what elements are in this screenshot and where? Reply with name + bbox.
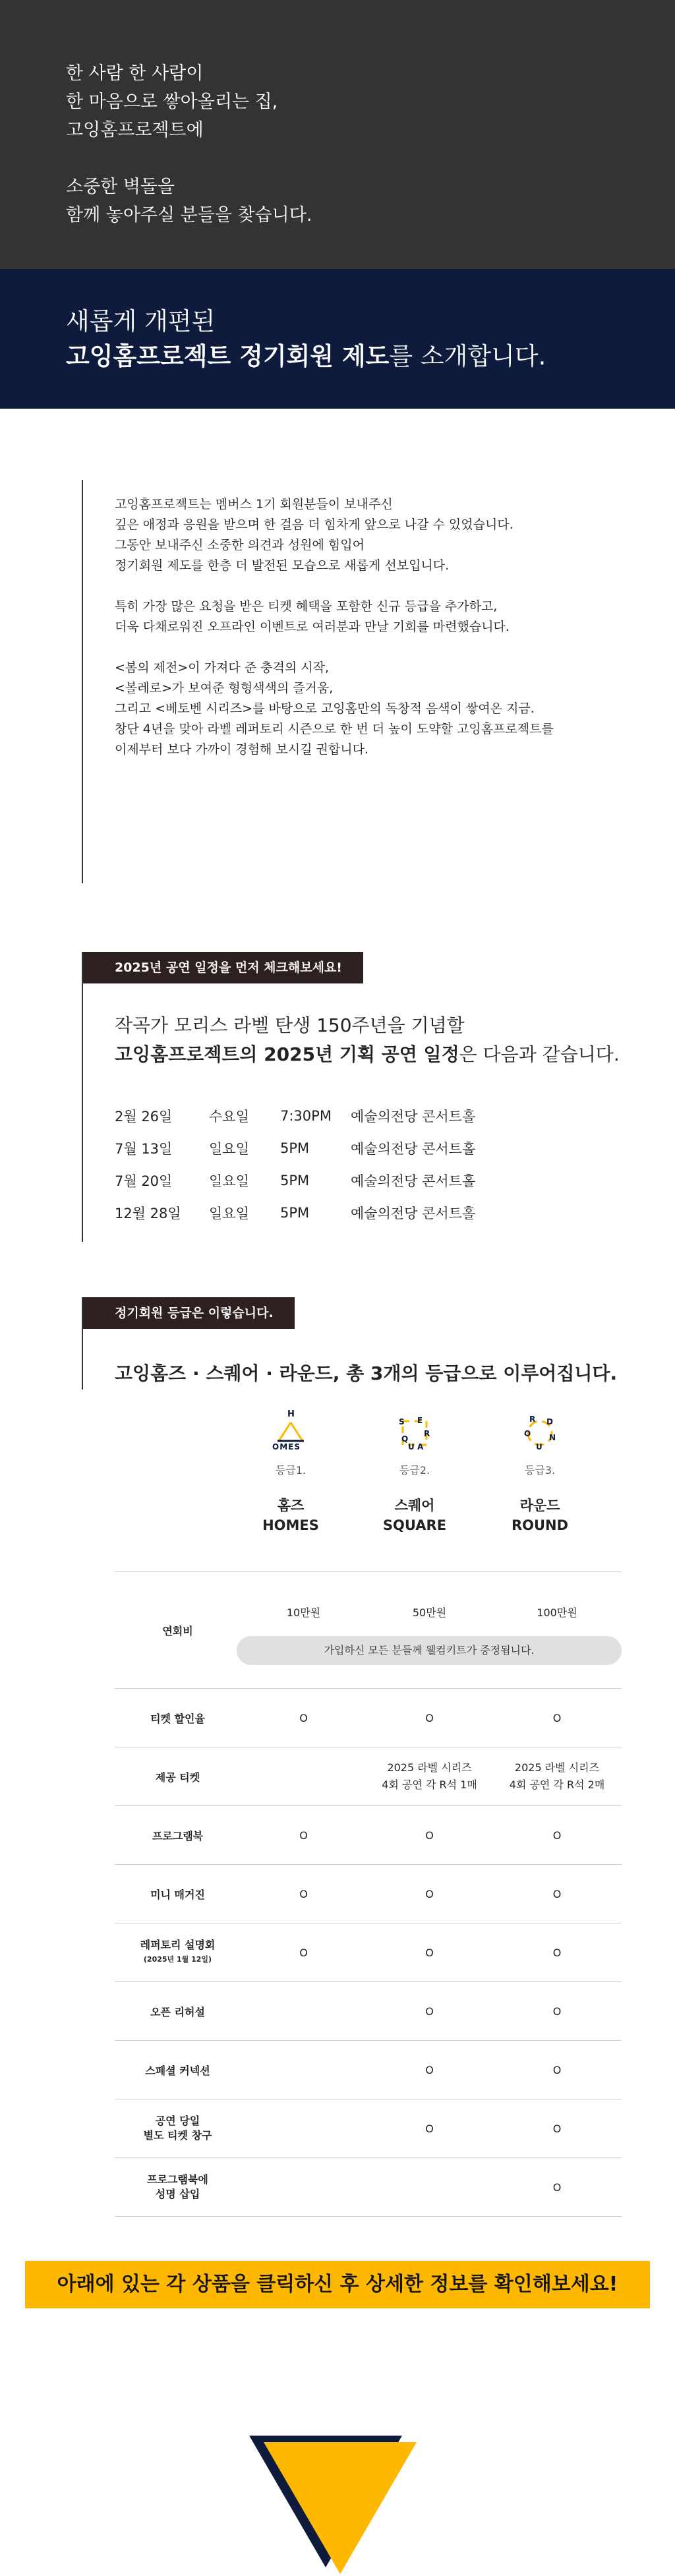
intro-section bbox=[82, 480, 675, 883]
schedule-row bbox=[115, 1099, 675, 1132]
hero-line: 함께 놓아주실 분들을 찾습니다. bbox=[66, 205, 312, 225]
intro-text: 더욱 다채로워진 오프라인 이벤트로 여러분과 만날 기회를 마련했습니다. bbox=[115, 620, 510, 634]
benefit-row bbox=[115, 2041, 622, 2099]
benefit-label: 미니 매거진 bbox=[150, 1888, 205, 1901]
tier-name-ko: 홈즈 bbox=[277, 1498, 305, 1513]
intro-text: 특히 가장 많은 요청을 받은 티켓 혜택을 포함한 신규 등급을 추가하고, bbox=[115, 599, 498, 614]
fee-value: 50만원 bbox=[412, 1606, 447, 1619]
round-logo-letter: O bbox=[524, 1429, 531, 1438]
benefit-row bbox=[115, 1806, 622, 1865]
intro-text: 이제부터 보다 가까이 경험해 보시길 권합니다. bbox=[115, 742, 368, 757]
homes-logo-letter: O bbox=[272, 1442, 280, 1451]
schedule-heading-2-rest: 은 다음과 같습니다. bbox=[459, 1043, 620, 1065]
benefit-value bbox=[241, 2158, 367, 2217]
band-line-2-rest: 를 소개합니다. bbox=[389, 342, 546, 370]
intro-text: 고잉홈프로젝트는 멤버스 1기 회원분들이 보내주신 bbox=[115, 497, 393, 512]
schedule-venue: 예술의전당 콘서트홀 bbox=[351, 1173, 476, 1189]
homes-logo-letter: M bbox=[279, 1442, 289, 1451]
band-line-2 bbox=[66, 338, 675, 375]
benefit-value: O bbox=[241, 1689, 367, 1747]
arrow-down-icon bbox=[249, 2436, 422, 2574]
schedule-time: 5PM bbox=[280, 1140, 310, 1156]
intro-text: 정기회원 제도를 한층 더 발전된 모습으로 새롭게 선보입니다. bbox=[115, 558, 450, 573]
intro-text: 그리고 <베토벤 시리즈>를 바탕으로 고잉홈만의 독창적 음색이 쌓여온 지금. bbox=[115, 701, 535, 716]
tier-homes bbox=[231, 1409, 350, 1535]
tier-name-en: SQUARE bbox=[382, 1517, 447, 1533]
benefit-label: 제공 티켓 bbox=[155, 1771, 200, 1784]
intro-text: 창단 4년을 맞아 라벨 레퍼토리 시즌으로 한 번 더 높이 도약할 고잉홈프로젝트를 bbox=[115, 722, 554, 736]
schedule-day: 일요일 bbox=[209, 1173, 249, 1189]
schedule-day: 수요일 bbox=[209, 1108, 249, 1125]
benefit-label-note: (2025년 1월 12일) bbox=[143, 1955, 212, 1964]
intro-text: <봄의 제전>이 가져다 준 충격의 시작, bbox=[115, 660, 330, 675]
benefit-value: O bbox=[492, 2158, 622, 2217]
schedule-row bbox=[115, 1164, 675, 1196]
benefit-value: O bbox=[367, 1923, 492, 1982]
benefit-row bbox=[115, 1982, 622, 2041]
fee-row bbox=[115, 1572, 622, 1689]
benefit-row bbox=[115, 1923, 622, 1982]
intro-text: 그동안 보내주신 소중한 의견과 성원에 힘입어 bbox=[115, 538, 365, 552]
benefit-label: 레퍼토리 설명회 bbox=[140, 1939, 216, 1951]
tier-name bbox=[231, 1496, 350, 1535]
benefit-row bbox=[115, 1747, 622, 1806]
benefit-label: 프로그램북에 bbox=[147, 2173, 208, 2186]
round-logo-letter: N bbox=[549, 1433, 556, 1442]
benefit-value bbox=[241, 2099, 367, 2158]
benefit-value: O bbox=[492, 1923, 622, 1982]
schedule-heading-2 bbox=[115, 1040, 675, 1069]
square-logo-letter: Q bbox=[401, 1434, 409, 1444]
schedule-section bbox=[82, 952, 675, 1229]
schedule-time: 7:30PM bbox=[280, 1107, 332, 1124]
grades-section bbox=[82, 1297, 675, 2217]
benefit-value: O bbox=[241, 1923, 367, 1982]
schedule-date: 7월 20일 bbox=[115, 1173, 173, 1189]
schedule-row bbox=[115, 1196, 675, 1229]
tier-name bbox=[481, 1496, 599, 1535]
cta-banner: 아래에 있는 각 상품을 클릭하신 후 상세한 정보를 확인해보세요! bbox=[25, 2261, 650, 2308]
schedule-day: 일요일 bbox=[209, 1205, 249, 1221]
intro-text: <볼레로>가 보여준 형형색색의 즐거움, bbox=[115, 681, 334, 695]
square-logo-letter: U bbox=[408, 1442, 415, 1451]
hero-line: 한 사람 한 사람이 bbox=[66, 63, 204, 84]
intro-band bbox=[0, 269, 675, 409]
round-logo-letter: R bbox=[529, 1415, 536, 1424]
schedule-vertical-rule bbox=[82, 952, 83, 1242]
benefit-row bbox=[115, 2158, 622, 2217]
square-logo-icon bbox=[395, 1413, 434, 1453]
tier-level: 등급2. bbox=[399, 1464, 430, 1477]
benefit-value: O bbox=[241, 1806, 367, 1865]
schedule-venue: 예술의전당 콘서트홀 bbox=[351, 1205, 476, 1221]
schedule-heading-1: 작곡가 모리스 라벨 탄생 150주년을 기념할 bbox=[115, 1014, 465, 1036]
schedule-venue: 예술의전당 콘서트홀 bbox=[351, 1108, 476, 1125]
benefit-label: 프로그램북 bbox=[152, 1829, 204, 1842]
benefit-label: 스페셜 커넥션 bbox=[145, 2064, 210, 2077]
schedule-venue: 예술의전당 콘서트홀 bbox=[351, 1140, 476, 1157]
benefit-row bbox=[115, 2099, 622, 2158]
benefit-value: O bbox=[367, 2041, 492, 2099]
benefit-row bbox=[115, 1865, 622, 1923]
benefit-value bbox=[241, 1982, 367, 2041]
grades-vertical-rule bbox=[82, 1297, 83, 1390]
intro-vertical-rule bbox=[82, 480, 83, 883]
tier-level: 등급3. bbox=[524, 1464, 556, 1477]
band-line-2-bold: 고잉홈프로젝트 정기회원 제도 bbox=[66, 342, 390, 370]
schedule-date: 7월 13일 bbox=[115, 1140, 173, 1157]
tier-round bbox=[481, 1413, 599, 1535]
benefit-value: 2025 라벨 시리즈 4회 공연 각 R석 1매 bbox=[367, 1747, 492, 1806]
benefit-label: 성명 삽입 bbox=[155, 2188, 200, 2200]
intro-text: 깊은 애정과 응원을 받으며 한 걸음 더 힘차게 앞으로 나갈 수 있었습니다. bbox=[115, 517, 514, 532]
homes-logo-icon bbox=[271, 1409, 310, 1453]
benefit-value: O bbox=[492, 1865, 622, 1923]
square-logo-letter: E bbox=[417, 1416, 423, 1425]
benefit-label: 공연 당일 bbox=[155, 2115, 200, 2127]
square-logo-letter: R bbox=[424, 1429, 430, 1438]
homes-logo-letter: E bbox=[288, 1442, 295, 1451]
benefit-value: O bbox=[367, 1982, 492, 2041]
benefit-value: O bbox=[241, 1865, 367, 1923]
tier-name bbox=[355, 1496, 474, 1535]
benefit-value: O bbox=[492, 2041, 622, 2099]
fee-value: 10만원 bbox=[286, 1606, 321, 1619]
band-line-1: 새롭게 개편된 bbox=[66, 307, 216, 336]
schedule-day: 일요일 bbox=[209, 1140, 249, 1157]
benefit-value: O bbox=[492, 2099, 622, 2158]
schedule-date: 12월 28일 bbox=[115, 1205, 181, 1221]
fee-value: 100만원 bbox=[537, 1606, 577, 1619]
benefit-value: O bbox=[492, 1982, 622, 2041]
tier-square bbox=[355, 1413, 474, 1535]
hero-section bbox=[0, 0, 675, 269]
benefits-table bbox=[115, 1571, 622, 2217]
fee-label: 연회비 bbox=[115, 1572, 241, 1689]
round-logo-letter: D bbox=[546, 1417, 553, 1426]
round-logo-icon bbox=[520, 1413, 560, 1453]
benefit-value: O bbox=[367, 1689, 492, 1747]
schedule-row bbox=[115, 1132, 675, 1164]
schedule-time: 5PM bbox=[280, 1172, 310, 1188]
hero-line: 고잉홈프로젝트에 bbox=[66, 120, 204, 140]
schedule-heading-2-bold: 고잉홈프로젝트의 2025년 기획 공연 일정 bbox=[115, 1043, 459, 1065]
tier-level: 등급1. bbox=[275, 1464, 307, 1477]
benefit-value: 2025 라벨 시리즈 4회 공연 각 R석 2매 bbox=[492, 1747, 622, 1806]
tier-name-en: HOMES bbox=[262, 1517, 319, 1533]
benefit-value: O bbox=[492, 1806, 622, 1865]
square-logo-letter: S bbox=[399, 1417, 405, 1426]
benefit-row bbox=[115, 1689, 622, 1747]
schedule-date: 2월 26일 bbox=[115, 1108, 173, 1125]
benefit-value bbox=[367, 2158, 492, 2217]
benefit-value: O bbox=[492, 1689, 622, 1747]
tier-header bbox=[82, 1409, 675, 1571]
hero-line: 소중한 벽돌을 bbox=[66, 177, 175, 197]
tier-name-en: ROUND bbox=[511, 1517, 569, 1533]
benefit-value: O bbox=[367, 1865, 492, 1923]
schedule-list bbox=[115, 1099, 675, 1229]
benefit-value bbox=[241, 1747, 367, 1806]
benefit-label: 오픈 리허설 bbox=[150, 2005, 205, 2018]
grades-heading: 고잉홈즈 · 스퀘어 · 라운드, 총 3개의 등급으로 이루어집니다. bbox=[115, 1362, 618, 1384]
benefit-label: 별도 티켓 창구 bbox=[143, 2129, 212, 2142]
hero-line: 한 마음으로 쌓아올리는 집, bbox=[66, 92, 278, 112]
tier-name-ko: 라운드 bbox=[519, 1498, 560, 1513]
tier-name-ko: 스퀘어 bbox=[394, 1498, 435, 1513]
benefit-value: O bbox=[367, 1806, 492, 1865]
benefit-label: 티켓 할인율 bbox=[150, 1712, 205, 1725]
benefit-value: O bbox=[367, 2099, 492, 2158]
welcome-kit-note: 가입하신 모든 분들께 웰컴키트가 증정됩니다. bbox=[237, 1636, 622, 1665]
homes-logo-letter: S bbox=[294, 1442, 301, 1451]
homes-logo-letter: H bbox=[287, 1409, 295, 1419]
grades-label: 정기회원 등급은 이렇습니다. bbox=[82, 1297, 295, 1329]
schedule-label: 2025년 공연 일정을 먼저 체크해보세요! bbox=[82, 952, 363, 983]
benefit-value bbox=[241, 2041, 367, 2099]
square-logo-letter: A bbox=[417, 1442, 424, 1451]
schedule-time: 5PM bbox=[280, 1204, 310, 1221]
round-logo-letter: U bbox=[536, 1442, 543, 1451]
